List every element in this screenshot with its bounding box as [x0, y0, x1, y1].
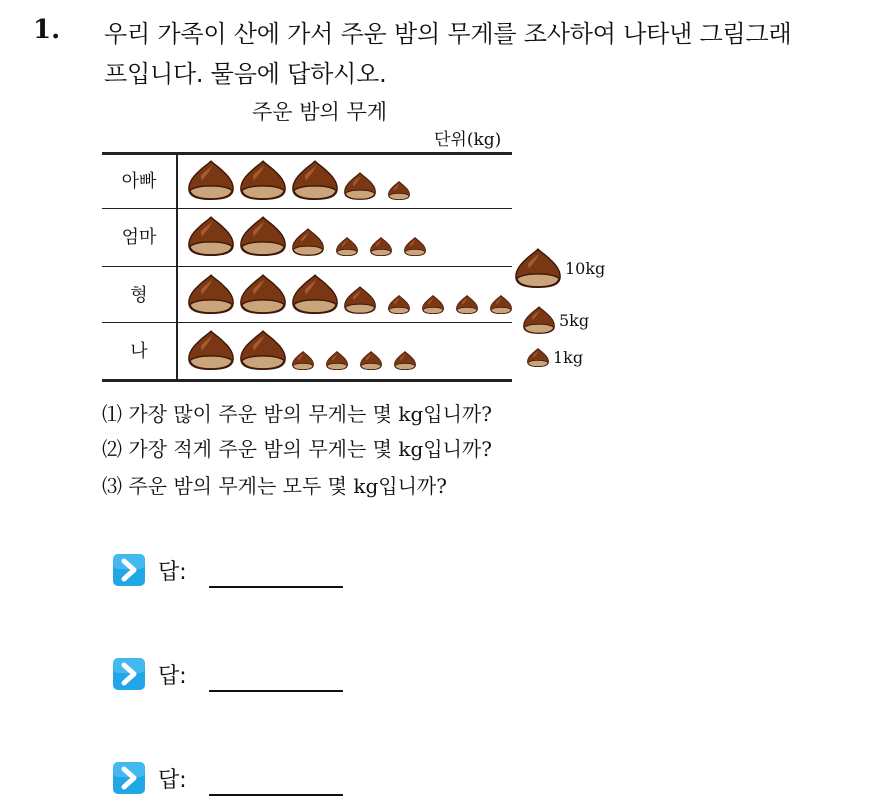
question-text	[104, 14, 874, 94]
pictograph-title: 주운 밤의 무게	[252, 100, 388, 124]
chestnut-mark	[388, 295, 410, 314]
chestnut-small-icon	[422, 295, 444, 314]
chestnut-small-icon	[360, 351, 382, 370]
chestnut-mark	[292, 351, 314, 370]
table-row	[102, 154, 512, 210]
chestnut-mark	[292, 228, 324, 256]
chestnut-small-icon	[490, 295, 512, 314]
chestnut-mark	[240, 216, 286, 256]
row-icons	[188, 210, 438, 266]
pictograph-unit: 단위(kg)	[434, 130, 502, 150]
chestnut-mark	[360, 351, 382, 370]
chestnut-mark	[370, 237, 392, 256]
sub-question-1: ⑴ 가장 많이 주운 밤의 무게는 몇 kg입니까?	[102, 402, 492, 426]
chestnut-small-icon	[404, 237, 426, 256]
chestnut-small-icon	[292, 351, 314, 370]
answer-blank[interactable]	[209, 690, 343, 692]
chestnut-mark	[344, 286, 376, 314]
arrow-right-icon	[112, 553, 146, 587]
table-row	[102, 324, 512, 380]
chestnut-small-icon	[394, 351, 416, 370]
chestnut-mark	[456, 295, 478, 314]
answer-row-2	[112, 656, 343, 692]
chestnut-large-icon	[240, 160, 286, 200]
table-row	[102, 210, 512, 266]
chestnut-large-icon	[240, 330, 286, 370]
answer-blank[interactable]	[209, 794, 343, 796]
chestnut-mark	[404, 237, 426, 256]
chestnut-mark	[188, 160, 234, 200]
table-row	[102, 268, 512, 324]
chestnut-small-icon	[388, 295, 410, 314]
legend-item	[515, 248, 605, 288]
chestnut-large-icon	[188, 216, 234, 256]
chestnut-medium-icon	[292, 228, 324, 256]
chestnut-small-icon	[336, 237, 358, 256]
chestnut-medium-icon	[523, 306, 555, 334]
chestnut-large-icon	[188, 330, 234, 370]
pictograph-table	[102, 152, 514, 384]
chestnut-mark	[188, 216, 234, 256]
legend-value: 5kg	[559, 310, 590, 330]
chestnut-large-icon	[292, 274, 338, 314]
chestnut-mark	[292, 160, 338, 200]
answer-label: 답:	[158, 559, 187, 585]
legend-value: 10kg	[565, 258, 606, 278]
chestnut-mark	[188, 330, 234, 370]
legend-value: 1kg	[553, 348, 584, 367]
chestnut-mark	[240, 274, 286, 314]
chestnut-mark	[292, 274, 338, 314]
row-label: 형	[130, 285, 148, 306]
chestnut-large-icon	[188, 274, 234, 314]
chestnut-medium-icon	[344, 172, 376, 200]
chestnut-mark	[490, 295, 512, 314]
row-icons	[188, 154, 422, 210]
answer-blank[interactable]	[209, 586, 343, 588]
chestnut-small-icon	[370, 237, 392, 256]
chestnut-mark	[188, 274, 234, 314]
answer-label: 답:	[158, 767, 187, 793]
question-text-line-2: 프입니다. 물음에 답하시오.	[104, 60, 387, 88]
arrow-right-icon	[112, 761, 146, 795]
question-text-line-1: 우리 가족이 산에 가서 주운 밤의 무게를 조사하여 나타낸 그림그래	[104, 20, 792, 48]
answer-row-3	[112, 760, 343, 796]
chestnut-mark	[240, 160, 286, 200]
chestnut-mark	[336, 237, 358, 256]
chestnut-mark	[326, 351, 348, 370]
row-label: 아빠	[121, 171, 157, 192]
answer-row-1	[112, 552, 343, 588]
legend-item	[523, 306, 589, 334]
chestnut-medium-icon	[344, 286, 376, 314]
row-icons	[188, 324, 428, 380]
row-label: 엄마	[121, 227, 157, 248]
chestnut-mark	[344, 172, 376, 200]
sub-question-3: ⑶ 주운 밤의 무게는 모두 몇 kg입니까?	[102, 474, 447, 498]
chestnut-mark	[240, 330, 286, 370]
chestnut-small-icon	[456, 295, 478, 314]
answer-label: 답:	[158, 663, 187, 689]
sub-question-2: ⑵ 가장 적게 주운 밤의 무게는 몇 kg입니까?	[102, 437, 492, 461]
arrow-right-icon	[112, 657, 146, 691]
chestnut-mark	[394, 351, 416, 370]
row-icons	[188, 268, 524, 324]
chestnut-mark	[422, 295, 444, 314]
chestnut-large-icon	[188, 160, 234, 200]
chestnut-large-icon	[240, 274, 286, 314]
table-rule	[102, 266, 512, 267]
chestnut-large-icon	[240, 216, 286, 256]
question-number: 1.	[33, 15, 61, 45]
chestnut-small-icon	[388, 181, 410, 200]
chestnut-large-icon	[515, 248, 561, 288]
chestnut-small-icon	[326, 351, 348, 370]
chestnut-mark	[388, 181, 410, 200]
chestnut-small-icon	[527, 348, 549, 367]
chestnut-large-icon	[292, 160, 338, 200]
row-label: 나	[130, 341, 148, 362]
legend-item	[527, 348, 583, 367]
